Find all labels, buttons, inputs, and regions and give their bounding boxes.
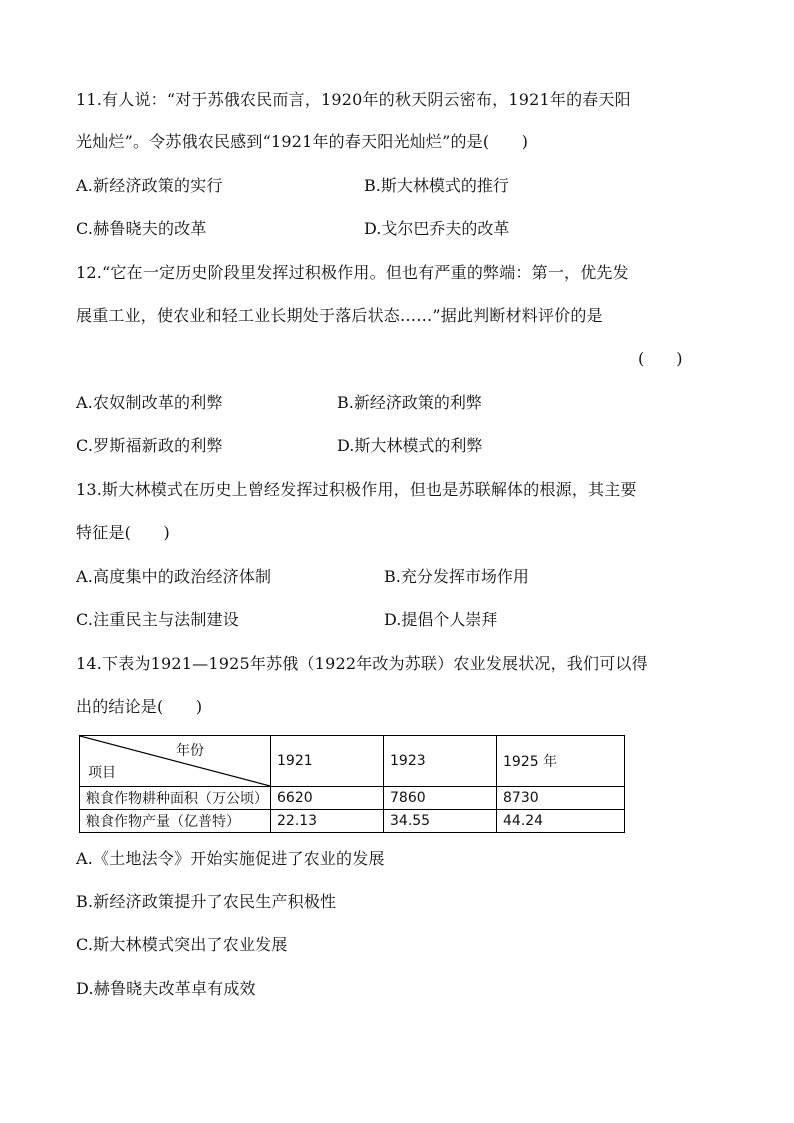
q13-stem-line-1: 13.斯大林模式在历史上曾经发挥过积极作用，但也是苏联解体的根源，其主要	[76, 480, 637, 499]
q12-option-c: C.罗斯福新政的利弊	[76, 436, 223, 455]
q14-option-a: A.《土地法令》开始实施促进了农业的发展	[76, 849, 385, 868]
q11-option-c: C.赫鲁晓夫的改革	[76, 219, 207, 238]
q13-option-a: A.高度集中的政治经济体制	[76, 567, 272, 586]
header-item-label: 项目	[88, 765, 116, 781]
q12-option-b: B.新经济政策的利弊	[337, 393, 482, 412]
header-year-label: 年份	[176, 743, 204, 759]
q13-option-d: D.提倡个人崇拜	[384, 610, 498, 629]
table-row	[80, 787, 625, 810]
q11-stem-line-1: 11.有人说：“对于苏俄农民而言，1920年的秋天阴云密布，1921年的春天阳	[76, 90, 631, 109]
cell-output-1923: 34.55	[384, 810, 497, 833]
agriculture-table	[79, 735, 625, 833]
q13-option-b: B.充分发挥市场作用	[384, 567, 529, 586]
cell-output-1921: 22.13	[271, 810, 384, 833]
cell-area-1925: 8730	[497, 787, 625, 810]
q14-option-d: D.赫鲁晓夫改革卓有成效	[76, 979, 256, 998]
q11-option-b: B.斯大林模式的推行	[364, 176, 509, 195]
q11-option-d: D.戈尔巴乔夫的改革	[364, 219, 510, 238]
table-row	[80, 810, 625, 833]
q14-stem-line-2: 出的结论是( )	[76, 697, 203, 716]
cell-output-1925: 44.24	[497, 810, 625, 833]
q11-stem-line-2: 光灿烂”。令苏俄农民感到“1921年的春天阳光灿烂”的是( )	[76, 132, 529, 151]
q12-stem-line-1: 12.“它在一定历史阶段里发挥过积极作用。但也有严重的弊端：第一，优先发	[76, 263, 629, 282]
q12-option-d: D.斯大林模式的利弊	[337, 436, 483, 455]
q12-option-a: A.农奴制改革的利弊	[76, 393, 223, 412]
q13-stem-line-2: 特征是( )	[76, 523, 170, 542]
row-label-area: 粮食作物耕种面积（万公顷）	[80, 787, 271, 810]
q12-answer-paren: ( )	[638, 349, 683, 368]
q14-option-b: B.新经济政策提升了农民生产积极性	[76, 892, 337, 911]
table-year-1925: 1925 年	[497, 736, 625, 787]
cell-area-1921: 6620	[271, 787, 384, 810]
table-year-1921: 1921	[271, 736, 384, 787]
table-header-diagonal-cell	[80, 736, 271, 787]
q12-stem-line-2: 展重工业，使农业和轻工业长期处于落后状态……”据此判断材料评价的是	[76, 306, 603, 325]
table-year-1923: 1923	[384, 736, 497, 787]
table-header-row	[80, 736, 625, 787]
q11-option-a: A.新经济政策的实行	[76, 176, 223, 195]
q14-option-c: C.斯大林模式突出了农业发展	[76, 935, 288, 954]
q14-stem-line-1: 14.下表为1921—1925年苏俄（1922年改为苏联）农业发展状况，我们可以得	[76, 654, 648, 673]
q13-option-c: C.注重民主与法制建设	[76, 610, 239, 629]
row-label-output: 粮食作物产量（亿普特）	[80, 810, 271, 833]
cell-area-1923: 7860	[384, 787, 497, 810]
